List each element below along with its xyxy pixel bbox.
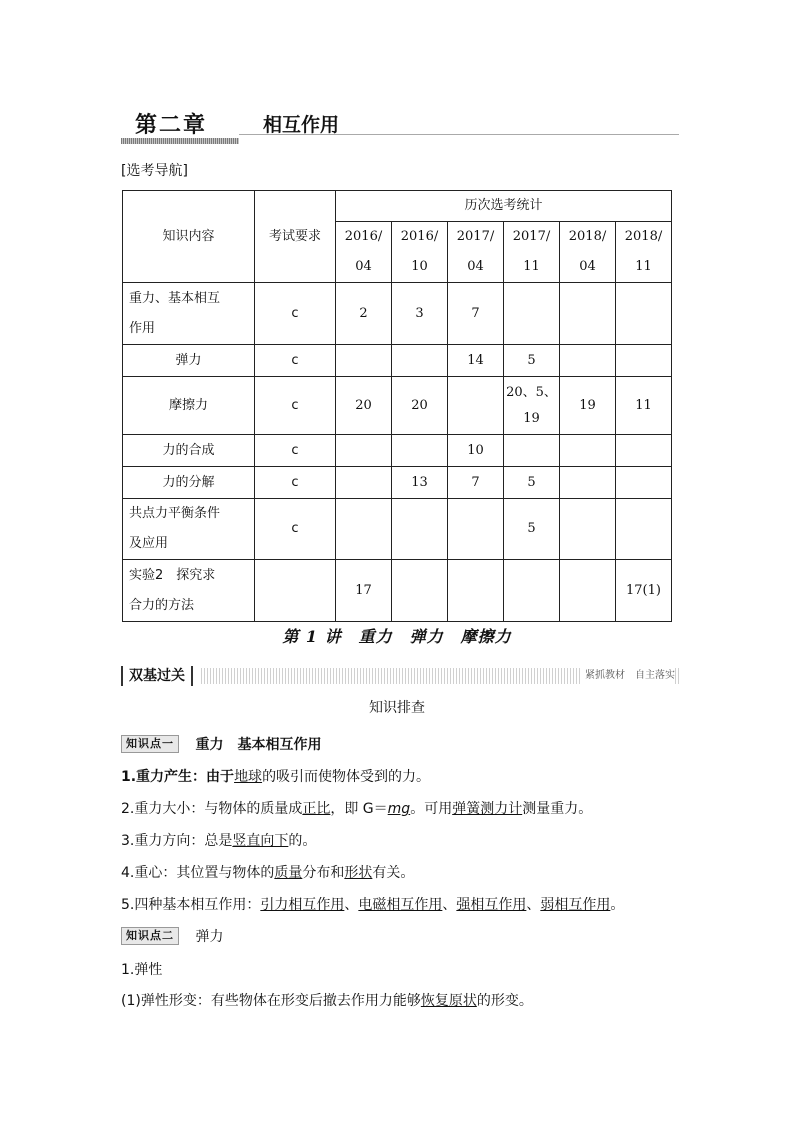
underlined-term: 地球 [234,769,263,785]
row-count-cell [504,435,560,467]
text-segment: (1)弹性形变：有些物体在形变后撤去作用力能够 [121,993,421,1009]
row-count-cell: 13 [392,467,448,499]
row-requirement: c [255,467,336,499]
text-segment: 、 [526,897,541,913]
row-count-cell [336,345,392,377]
topic-line: 实验2 探究求 [129,567,216,583]
year-part: 10 [411,259,428,274]
text-segment: 的形变。 [476,993,533,1009]
row-count-cell: 20 [392,377,448,435]
line-center-of-gravity [121,862,414,882]
row-count-cell [336,499,392,560]
line-gravity-direction [121,830,316,850]
row-count-cell [616,499,672,560]
table-row [123,435,672,467]
row-count-cell [392,499,448,560]
row-topic [123,283,255,345]
chapter-header [121,112,679,138]
text-segment: 的。 [288,833,317,849]
exam-stats-table [122,190,672,622]
kp2-badge: 知识点二 [121,927,179,945]
row-count-cell [560,467,616,499]
underlined-term: 强相互作用 [456,897,527,913]
row-count-cell [616,467,672,499]
table-row [123,283,672,345]
header-year-5 [616,222,672,283]
year-part: 04 [579,259,596,274]
row-count-cell [448,499,504,560]
year-part: 2018/ [624,229,663,244]
row-requirement [255,560,336,622]
row-count-cell [616,345,672,377]
row-count-cell [616,435,672,467]
year-part: 2016/ [400,229,439,244]
text-segment: 有关。 [372,865,415,881]
row-count-cell: 5 [504,345,560,377]
table-row [123,467,672,499]
dual-base-right-text: 紧抓教材 自主落实 [581,666,675,686]
underlined-term: 正比 [302,801,331,817]
year-part: 11 [635,259,652,274]
row-count-cell [560,345,616,377]
underlined-term: 竖直向下 [232,833,289,849]
header-requirement: 考试要求 [255,191,336,283]
text-segment: 3.重力方向：总是 [121,833,233,849]
row-count-cell: 11 [616,377,672,435]
row-count-cell: 3 [392,283,448,345]
row-count-cell [448,377,504,435]
row-count-cell [560,560,616,622]
text-segment: 4.重心：其位置与物体的 [121,865,275,881]
row-count-cell [560,499,616,560]
header-year-4 [560,222,616,283]
year-part: 2018/ [568,229,607,244]
lecture-title: 第 1 讲 重力 弹力 摩擦力 [282,627,512,646]
text-segment: 2.重力大小：与物体的质量成 [121,801,303,817]
row-requirement: c [255,377,336,435]
header-stats: 历次选考统计 [336,191,672,222]
year-part: 2017/ [456,229,495,244]
line-gravity-magnitude [121,798,592,818]
chapter-number: 第二章 [135,112,208,138]
topic-line: 重力、基本相互 [129,290,221,306]
row-count-cell: 14 [448,345,504,377]
header-year-0 [336,222,392,283]
topic-line: 合力的方法 [129,597,195,613]
table-row [123,560,672,622]
row-count-cell: 7 [448,467,504,499]
underlined-term: 弹簧测力计 [452,801,523,817]
line-elastic-deformation [121,990,533,1010]
topic-line: 力的分解 [162,474,215,490]
row-count-cell: 17 [336,560,392,622]
year-part: 11 [523,259,540,274]
chapter-title: 相互作用 [263,114,340,136]
guide-label: [选考导航] [121,163,188,179]
sub-heading: 知识排查 [369,700,425,716]
underlined-term: 电磁相互作用 [358,897,443,913]
underlined-term: 恢复原状 [420,993,477,1009]
text-segment: 、 [442,897,457,913]
row-requirement: c [255,499,336,560]
row-count-cell: 10 [448,435,504,467]
header-knowledge: 知识内容 [123,191,255,283]
row-count-cell [504,560,560,622]
row-requirement: c [255,283,336,345]
row-count-cell [392,560,448,622]
text-segment: 测量重力。 [522,801,593,817]
row-count-cell [616,283,672,345]
kp1-title: 重力 基本相互作用 [195,737,322,753]
topic-line: 弹力 [175,352,202,368]
table-row [123,377,672,435]
table-body [123,283,672,622]
topic-line: 力的合成 [162,442,215,458]
text-segment: 。 [610,897,625,913]
row-count-cell [336,467,392,499]
line-four-interactions [121,894,624,914]
header-year-3 [504,222,560,283]
topic-line: 及应用 [129,536,169,551]
year-part: 04 [355,259,372,274]
knowledge-point-2 [121,926,223,946]
row-count-cell [560,283,616,345]
kp2-title: 弹力 [195,929,224,945]
header-year-2 [448,222,504,283]
row-topic [123,560,255,622]
row-count-cell [560,435,616,467]
row-count-cell [448,560,504,622]
row-requirement: c [255,345,336,377]
row-count-cell: 5 [504,467,560,499]
row-count-cell: 20 [336,377,392,435]
header-year-1 [392,222,448,283]
line-gravity-origin [121,766,430,786]
knowledge-point-1 [121,734,321,754]
text-segment: 。可用 [410,801,453,817]
underlined-term: 形状 [344,865,373,881]
row-topic [123,345,255,377]
row-requirement: c [255,435,336,467]
row-topic [123,467,255,499]
underlined-term: mg [387,801,411,817]
row-count-cell: 2 [336,283,392,345]
text-segment: 1.重力产生：由于 [121,769,235,785]
underlined-term: 弱相互作用 [540,897,611,913]
topic-line: 作用 [129,320,156,336]
row-count-cell [336,435,392,467]
text-segment: 的吸引而使物体受到的力。 [262,769,431,785]
row-count-cell: 5 [504,499,560,560]
row-topic [123,499,255,560]
topic-line: 摩擦力 [168,397,208,413]
dual-base-bar [121,666,679,686]
row-topic [123,377,255,435]
underlined-term: 引力相互作用 [260,897,345,913]
chapter-underline-decoration [121,138,239,144]
topic-line: 共点力平衡条件 [129,506,221,521]
table-row [123,499,672,560]
row-count-cell: 17(1) [616,560,672,622]
text-segment: 5.四种基本相互作用： [121,897,261,913]
kp1-badge: 知识点一 [121,735,179,753]
row-topic [123,435,255,467]
year-part: 2016/ [344,229,383,244]
dual-base-label: 双基过关 [121,666,193,686]
table-row [123,345,672,377]
row-count-cell: 7 [448,283,504,345]
row-count-cell [392,345,448,377]
line-elasticity: 1.弹性 [121,962,163,978]
year-part: 04 [467,259,484,274]
year-part: 2017/ [512,229,551,244]
text-segment: 、 [344,897,359,913]
row-count-cell [504,283,560,345]
text-segment: ，即 G＝ [330,801,388,817]
table-header-row [123,191,672,222]
row-count-cell [392,435,448,467]
row-count-cell: 19 [560,377,616,435]
text-segment: 分布和 [302,865,345,881]
row-count-cell: 20、5、 19 [504,377,560,435]
underlined-term: 质量 [274,865,303,881]
